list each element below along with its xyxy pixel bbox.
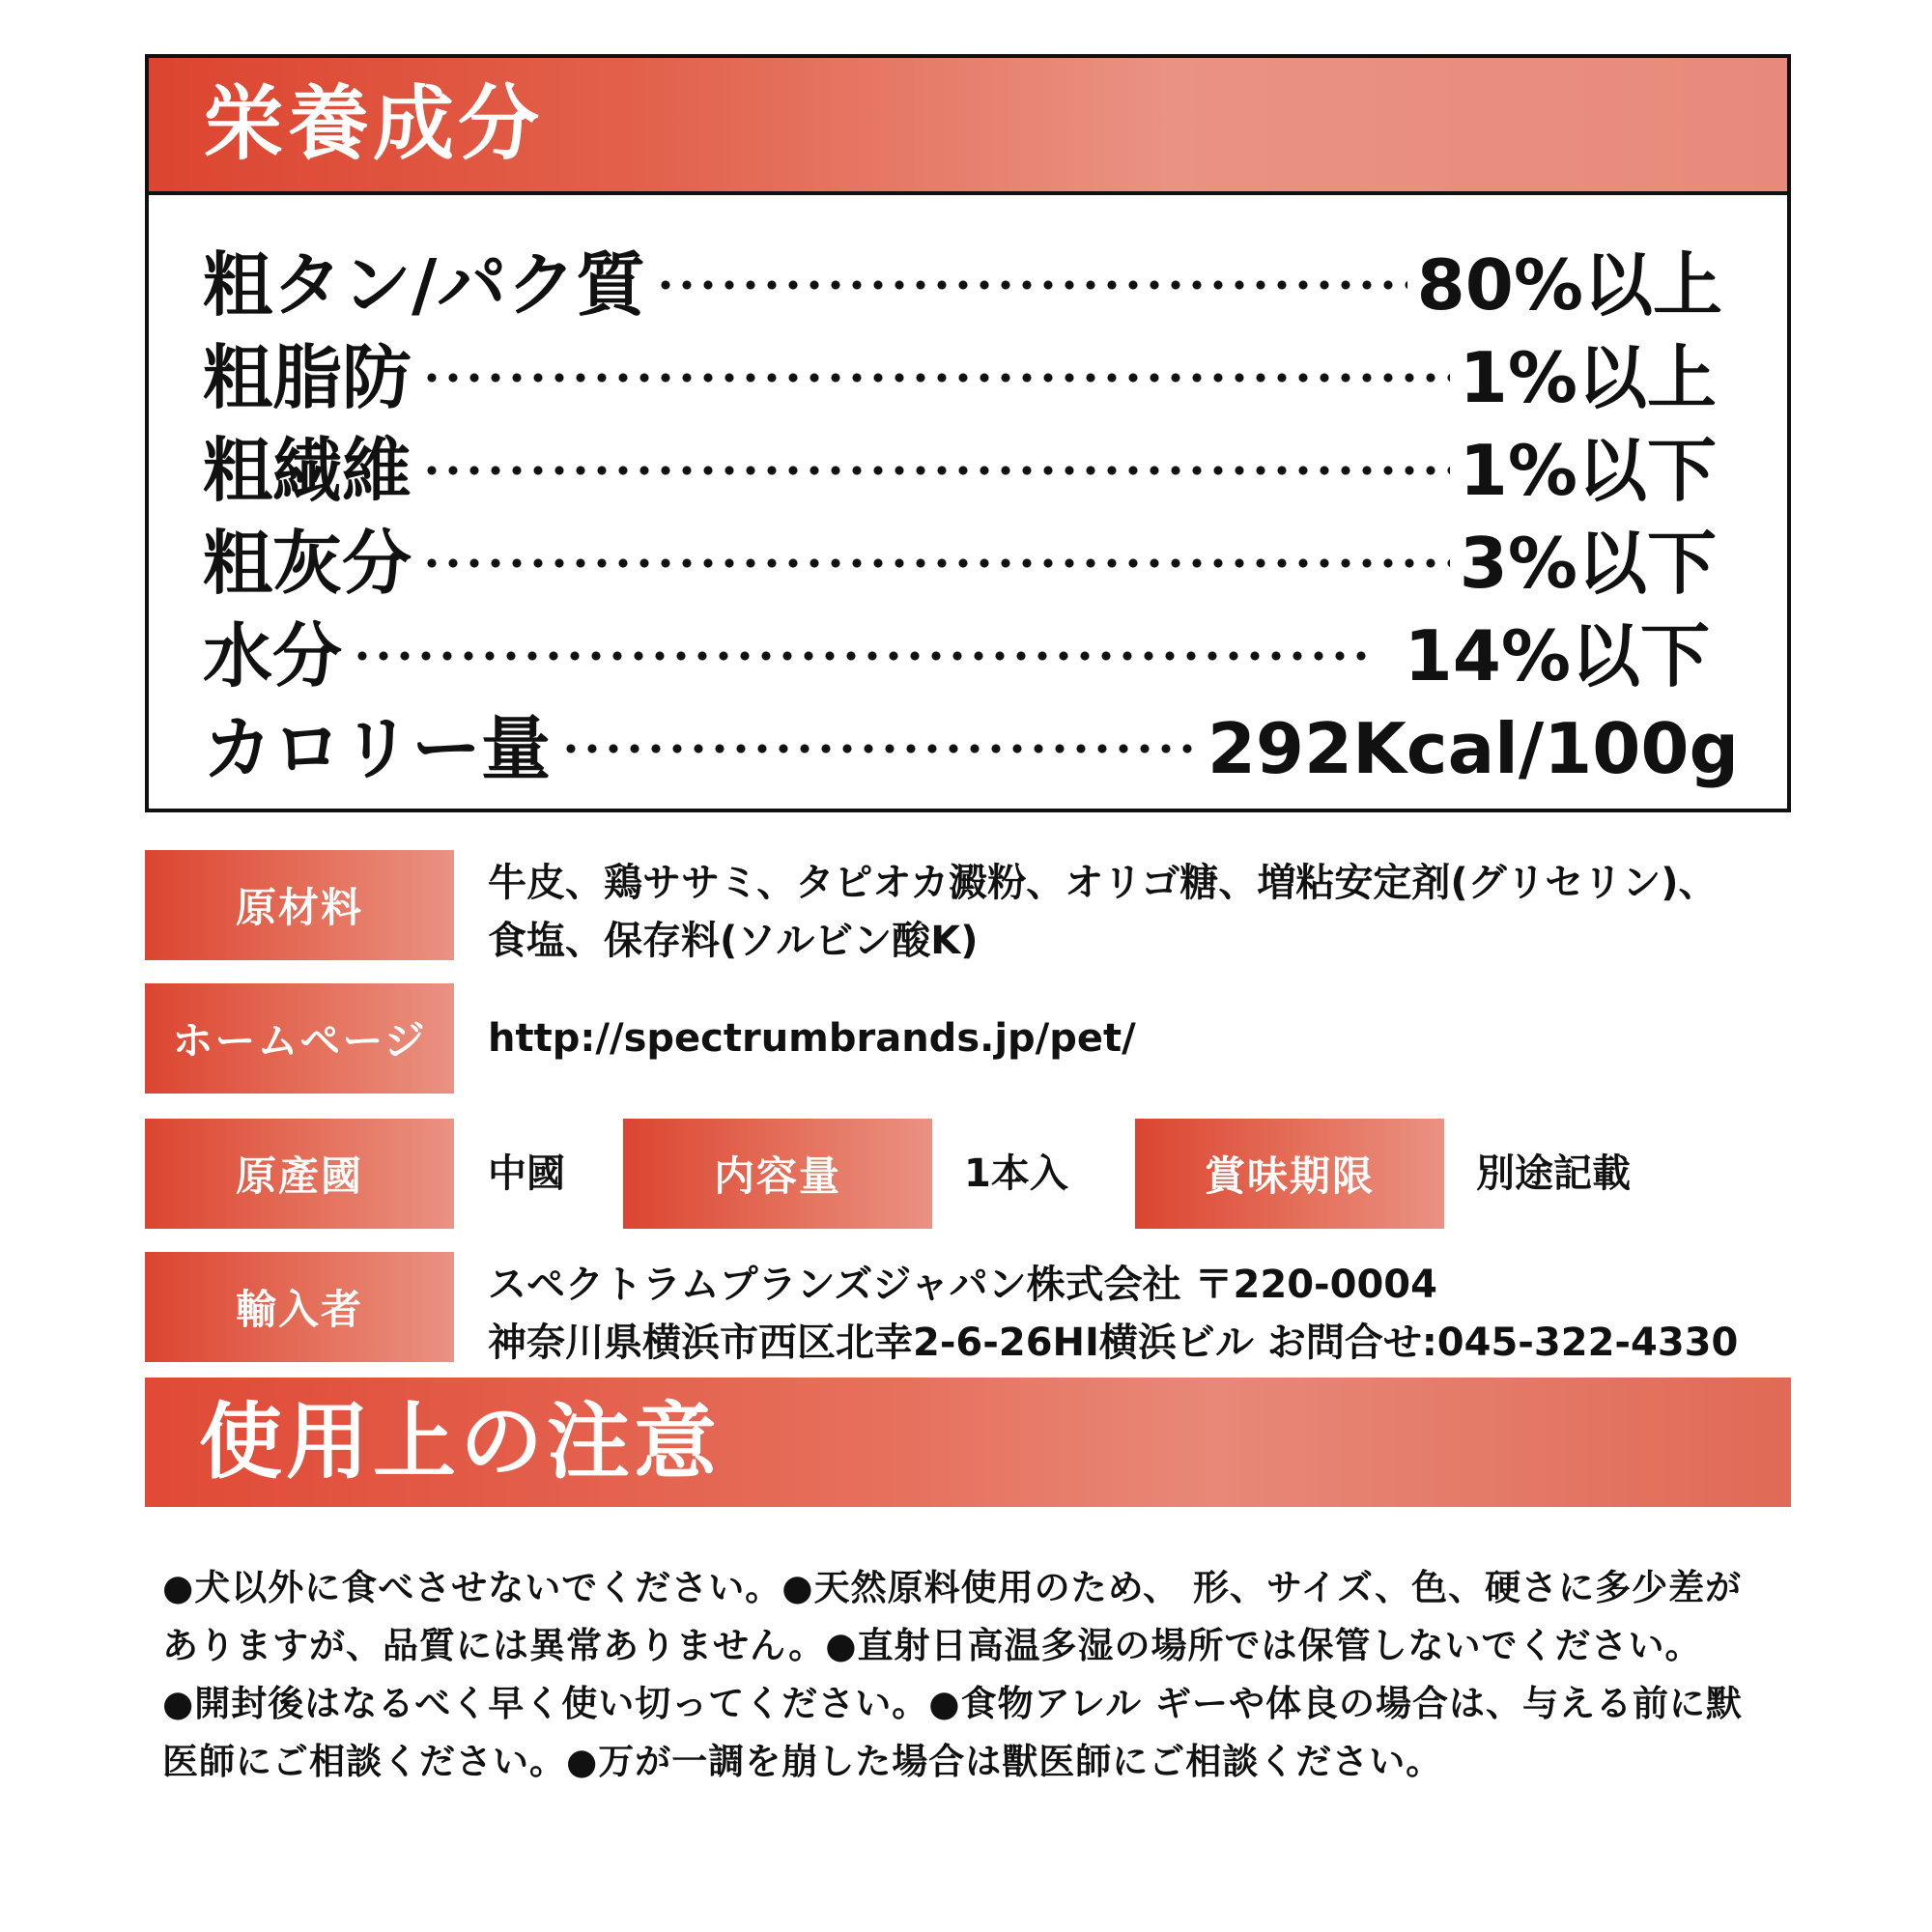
expiry-value: 別途記載 (1476, 1151, 1631, 1196)
dot-leader (655, 279, 1406, 291)
nutrition-row-protein (203, 242, 1722, 328)
nutrition-label: 水分 (203, 615, 343, 696)
ingredients-text (488, 854, 1718, 970)
dot-leader (352, 650, 1376, 662)
nutrition-value: 3%以下 (1459, 523, 1717, 604)
origin-label: 原產國 (145, 1119, 454, 1229)
nutrition-value: 292Kcal/100g (1207, 708, 1739, 789)
nutrition-label: 粗脂防 (203, 337, 412, 418)
nutrition-value: 80%以上 (1416, 244, 1722, 326)
nutrition-value: 14%以下 (1404, 615, 1710, 696)
nutrition-label: 粗灰分 (203, 523, 412, 604)
ingredients-label: 原材料 (145, 850, 454, 960)
importer-line-1: スペクトラムプランズジャパン株式会社 〒220-0004 (488, 1263, 1437, 1307)
caution-line: ●犬以外に食べさせないでください。●天然原料使用のため、 形、サイズ、色、硬さに多少差が (162, 1567, 1743, 1608)
caution-title: 使用上の注意 (199, 1394, 721, 1491)
nutrition-label: 粗タン/パク質 (203, 244, 646, 326)
caution-header (145, 1378, 1791, 1507)
nutrition-value: 1%以上 (1459, 337, 1717, 418)
importer-line-2: 神奈川県横浜市西区北幸2-6-26HI横浜ビル お問合せ:045-322-4330 (488, 1321, 1739, 1365)
ingredients-line-1: 牛皮、鶏ササミ、タピオカ澱粉、オリゴ糖、増粘安定剤(グリセリン)、 (488, 861, 1718, 905)
homepage-label: ホームページ (145, 983, 454, 1094)
dot-leader (421, 372, 1450, 384)
expiry-label: 賞味期限 (1135, 1119, 1444, 1229)
caution-line: 医師にご相談ください。●万が一調を崩した場合は獸医師にご相談ください。 (162, 1741, 1443, 1782)
dot-leader (421, 557, 1450, 569)
contents-label: 内容量 (623, 1119, 932, 1229)
origin-value: 中國 (488, 1151, 565, 1196)
nutrition-row-fat (203, 334, 1717, 421)
nutrition-row-calories (203, 705, 1739, 792)
nutrition-panel (145, 54, 1791, 812)
nutrition-header (149, 58, 1787, 195)
dot-leader (421, 465, 1450, 476)
nutrition-value: 1%以下 (1459, 430, 1717, 511)
dot-leader (560, 743, 1198, 754)
nutrition-row-ash (203, 520, 1717, 607)
homepage-link[interactable]: http://spectrumbrands.jp/pet/ (488, 1016, 1136, 1061)
nutrition-row-fiber (203, 427, 1717, 514)
ingredients-line-2: 食塩、保存料(ソルビン酸K) (488, 919, 979, 963)
importer-label: 輸入者 (145, 1252, 454, 1362)
nutrition-title: 栄養成分 (203, 76, 544, 171)
caution-body (162, 1559, 1843, 1791)
nutrition-label: 粗繊維 (203, 430, 412, 511)
caution-line: ありますが、品質には異常ありません。●直射日高温多湿の場所では保管しないでください。 (162, 1625, 1702, 1666)
importer-text (488, 1256, 1738, 1372)
nutrition-row-moisture (203, 612, 1710, 699)
caution-line: ●開封後はなるべく早く使い切ってください。●食物アレル ギーや体良の場合は、与える前に默 (162, 1683, 1744, 1724)
nutrition-label: カロリー量 (203, 708, 552, 789)
contents-value: 1本入 (964, 1151, 1068, 1196)
